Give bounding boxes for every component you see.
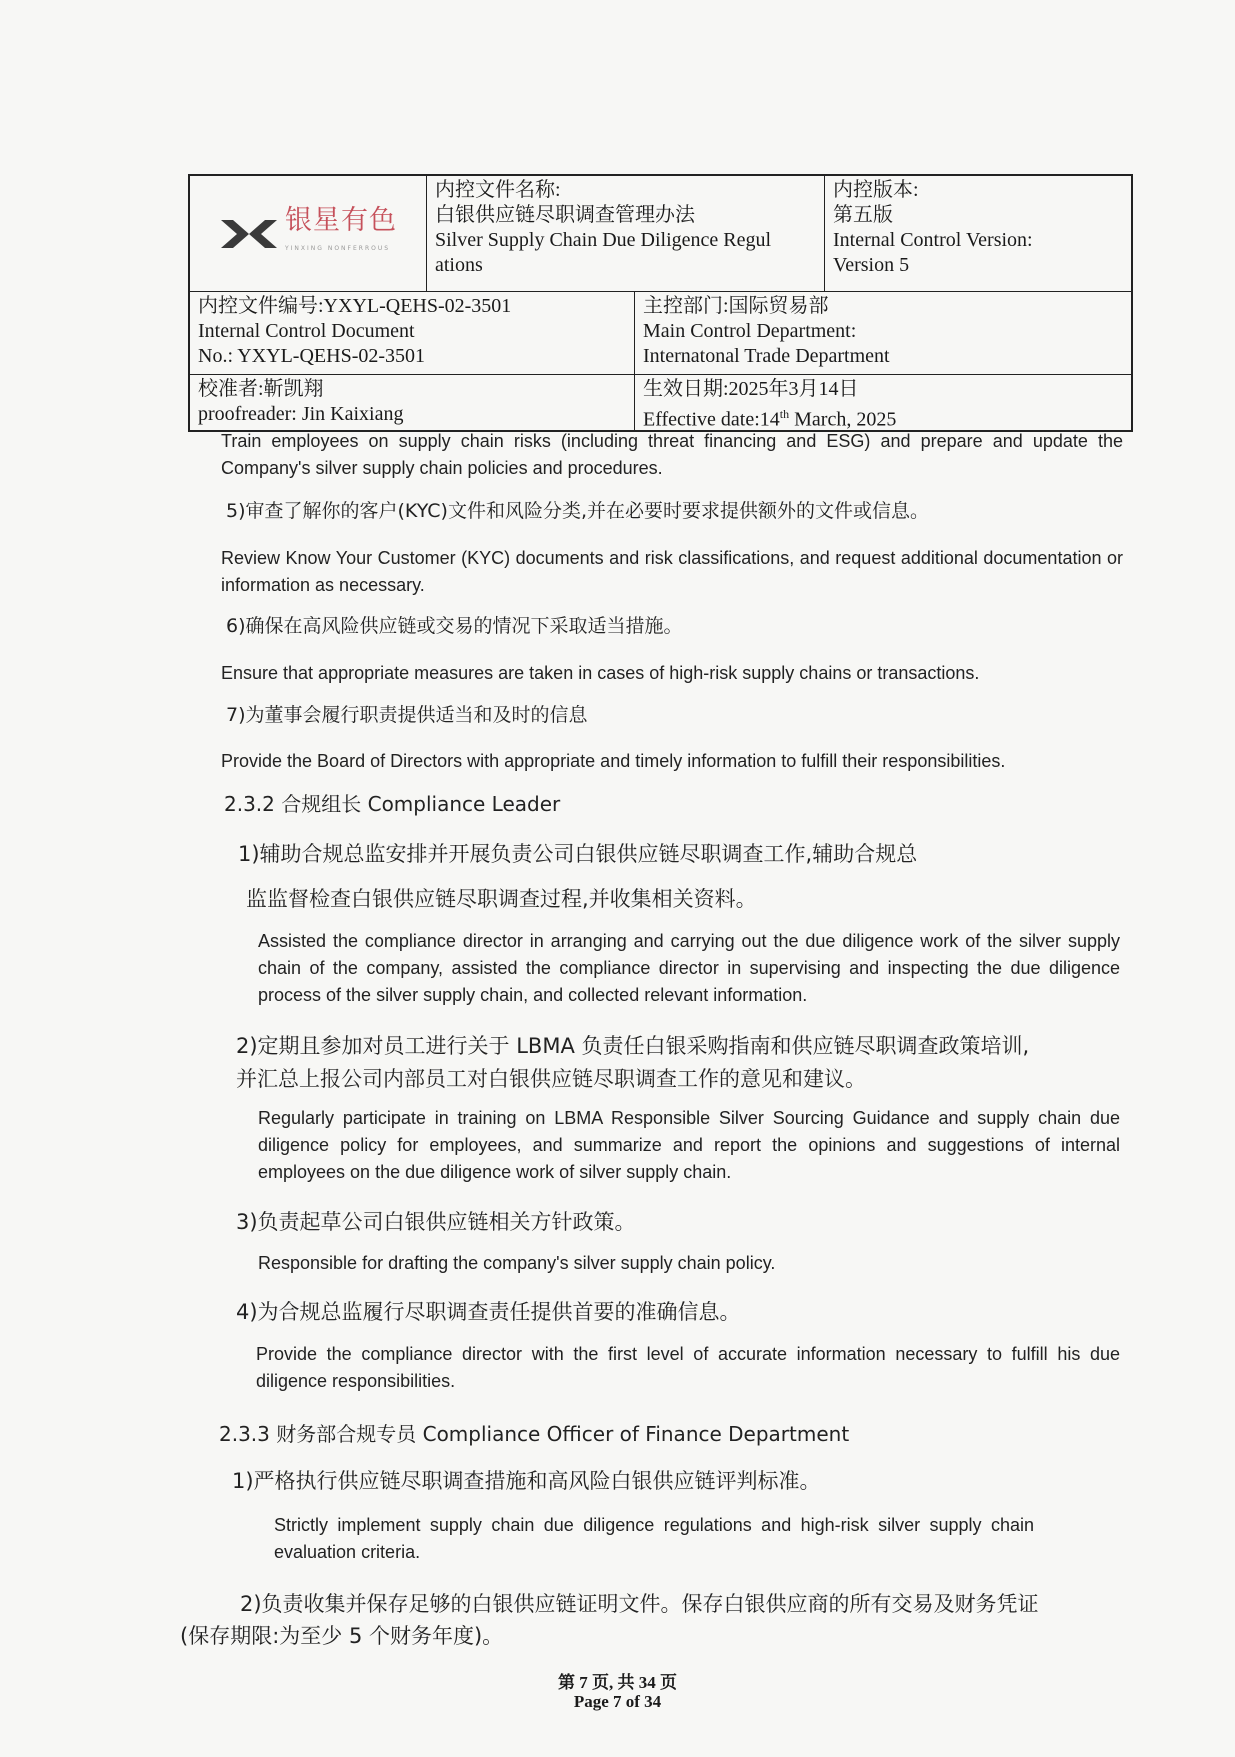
s233-item-1-cn: 1)严格执行供应链尽职调查措施和高风险白银供应链评判标准。 [232,1469,821,1493]
header-table [188,174,1133,432]
s233-item-2-cn-b: (保存期限:为至少 5 个财务年度)。 [180,1624,504,1648]
effective-date-cell [634,375,1131,430]
logo-text-cn: 银星有色 [285,205,397,236]
version-cell [824,176,1131,291]
s232-item-4-en: Provide the compliance director with the first level of accurate information necessary to fulfill his due diligence responsibilities. [256,1344,1120,1391]
s232-item-3-cn: 3)负责起草公司白银供应链相关方针政策。 [236,1210,636,1234]
effective-date-cn: 生效日期:2025年3月14日 [643,378,859,400]
logo-mark-icon [219,216,279,252]
item-6-en: Ensure that appropriate measures are taken in cases of high-risk supply chains or transactions. [221,663,980,683]
section-2-3-3-heading: 2.3.3 财务部合规专员 Compliance Officer of Finance Department [219,1422,850,1446]
page-number-en: Page 7 of 34 [573,1692,662,1711]
doc-name-en-1: Silver Supply Chain Due Diligence Regul [435,229,772,251]
doc-number-en-1: Internal Control Document [198,320,415,342]
department-cell [634,292,1131,374]
item-7-cn: 7)为董事会履行职责提供适当和及时的信息 [226,704,588,726]
version-en-1: Internal Control Version: [833,229,1033,251]
s233-item-2-cn-a: 2)负责收集并保存足够的白银供应链证明文件。保存白银供应商的所有交易及财务凭证 [240,1592,1039,1616]
proofreader-cn: 校准者:靳凯翔 [198,378,324,400]
s233-item-1-en: Strictly implement supply chain due diligence regulations and high-risk silver supply chain evaluation criteria. [274,1515,1034,1562]
version-cn: 第五版 [833,204,893,226]
doc-name-cn: 白银供应链尽职调查管理办法 [435,204,695,226]
doc-number-en-2: No.: YXYL-QEHS-02-3501 [198,345,426,367]
logo-text-en: YINXING NONFERROUS [285,245,391,252]
effective-date-en-pre: Effective date:14 [643,408,780,431]
s232-item-3-en: Responsible for drafting the company's silver supply chain policy. [258,1253,776,1273]
proofreader-en: proofreader: Jin Kaixiang [198,403,404,425]
department-en-1: Main Control Department: [643,320,857,342]
s232-item-1-cn-b: 监监督检查白银供应链尽职调查过程,并收集相关资料。 [246,887,757,911]
item-6-cn: 6)确保在高风险供应链或交易的情况下采取适当措施。 [226,615,683,637]
doc-number-cell [190,292,634,374]
page-number-cn: 第 7 页, 共 34 页 [558,1673,677,1692]
department-cn: 主控部门:国际贸易部 [643,295,829,317]
effective-date-en-post: March, 2025 [789,408,897,431]
doc-name-cell [426,176,824,291]
s232-item-4-cn: 4)为合规总监履行尽职调查责任提供首要的准确信息。 [236,1300,741,1324]
doc-name-label: 内控文件名称: [435,179,561,201]
s232-item-1-cn-a: 1)辅助合规总监安排并开展负责公司白银供应链尽职调查工作,辅助合规总 [238,842,918,866]
s232-item-2-en: Regularly participate in training on LBMA Responsible Silver Sourcing Guidance and supply chain due diligence policy for employees, and summarize and report the opinions and suggestions of internal employees on the due diligence work of silver supply chain. [258,1108,1120,1182]
s232-item-2-cn-b: 并汇总上报公司内部员工对白银供应链尽职调查工作的意见和建议。 [236,1067,866,1091]
version-label: 内控版本: [833,179,919,201]
item-7-en: Provide the Board of Directors with appropriate and timely information to fulfill their responsibilities. [221,751,1006,771]
proofreader-cell [190,375,634,430]
department-en-2: Internatonal Trade Department [643,345,890,367]
section-2-3-2-heading: 2.3.2 合规组长 Compliance Leader [224,792,561,816]
version-en-2: Version 5 [833,254,910,276]
company-logo [219,206,397,261]
doc-name-en-2: ations [435,254,483,276]
paragraph-train-en: Train employees on supply chain risks (including threat financing and ESG) and prepare and update the Company's silver supply chain policies and procedures. [221,431,1123,478]
effective-date-en-sup: th [779,407,790,421]
s232-item-1-en: Assisted the compliance director in arranging and carrying out the due diligence work of the silver supply chain of the company, assisted the compliance director in supervising and inspecting the due diligence process of the silver supply chain, and collected relevant information. [258,931,1120,1005]
item-5-cn: 5)审查了解你的客户(KYC)文件和风险分类,并在必要时要求提供额外的文件或信息。 [226,500,929,522]
logo-cell [190,176,426,291]
item-5-en: Review Know Your Customer (KYC) documents and risk classifications, and request additional documentation or information as necessary. [221,548,1123,595]
s232-item-2-cn-a: 2)定期且参加对员工进行关于 LBMA 负责任白银采购指南和供应链尽职调查政策培训, [236,1034,1030,1058]
doc-number-cn: 内控文件编号:YXYL-QEHS-02-3501 [198,295,512,317]
